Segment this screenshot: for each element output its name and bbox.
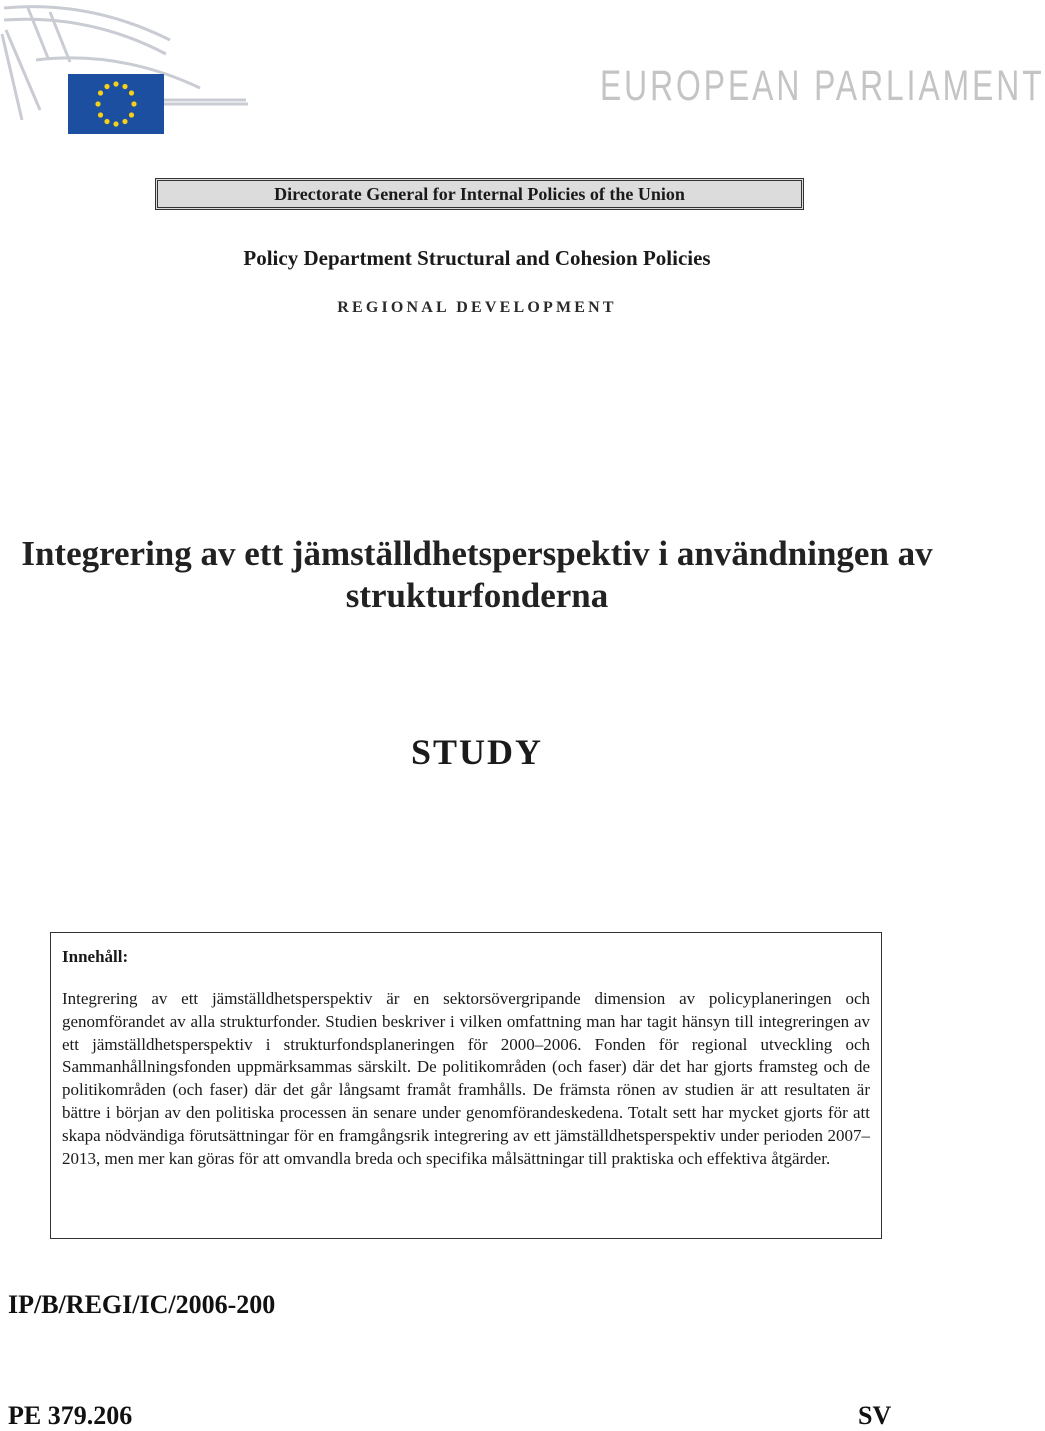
directorate-banner: [155, 178, 804, 210]
european-parliament-logo-icon: [0, 0, 250, 140]
document-title-line-2: strukturfonderna: [345, 576, 609, 615]
policy-department: Policy Department Structural and Cohesion Policies: [243, 246, 711, 270]
summary-heading: Innehåll:: [62, 947, 129, 966]
reference-code: IP/B/REGI/IC/2006-200: [8, 1290, 276, 1319]
organization-wordmark: EUROPEAN PARLIAMENT: [600, 62, 1045, 110]
summary-text: Integrering av ett jämställdhetsperspektiv är en sektorsövergripande dimension av policyplaneringen och genomförandet av alla strukturfonder. Studien beskriver i vilken omfattning man har tagit hänsyn till integreringen av ett jämställdhetsperspektiv i strukturfondsplaneringen för 2000–2006. Fonden för regional utveckling och Sammanhållningsfonden uppmärksammas särskilt. De politikområden (och faser) där det har gjorts framsteg och de politikområden (och faser) där det går långsamt framåt framhålls. De främsta rönen av studien är att resultaten är bättre i början av den politiska processen än senare under genomförandeskedena. Totalt sett har mycket gjorts för att skapa nödvändiga förutsättningar för en framgångsrik integrering av ett jämställdhetsperspektiv under perioden 2007–2013, men mer kan göras för att omvandla breda och specifika målsättningar till praktiska och effektiva åtgärder.: [62, 989, 870, 1168]
document-title-line-1: Integrering av ett jämställdhetsperspektiv i användningen av: [21, 534, 933, 573]
language-code: SV: [858, 1401, 892, 1430]
document-type: STUDY: [410, 732, 544, 772]
summary-box: [50, 932, 882, 1239]
section-label: REGIONAL DEVELOPMENT: [337, 299, 617, 316]
directorate-label: Directorate General for Internal Policies of the Union: [274, 183, 685, 204]
document-title: [0, 533, 954, 617]
pe-number: PE 379.206: [8, 1401, 133, 1430]
